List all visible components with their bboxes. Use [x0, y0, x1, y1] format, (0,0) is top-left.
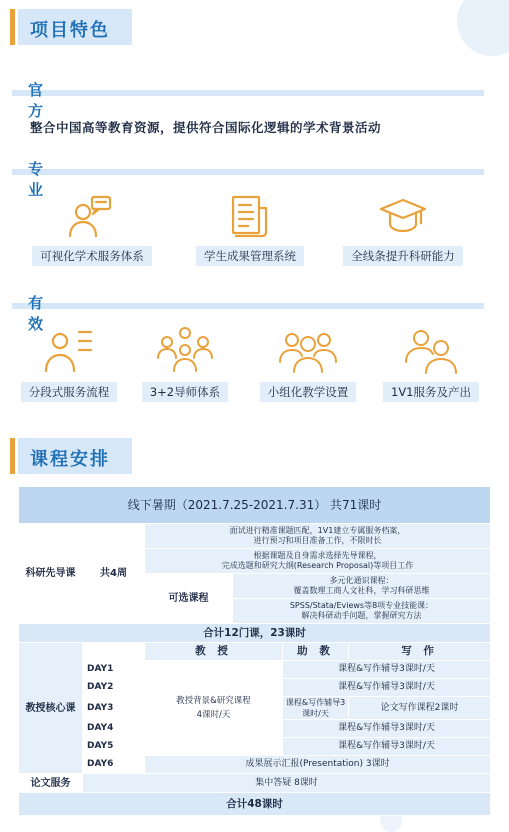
subtotal-research: 合计12门课，23课时 [19, 624, 491, 643]
day-label: DAY1 [83, 661, 145, 679]
assistant-content: 课程&写作辅导3课时/天 [283, 661, 491, 679]
graduation-cap-icon [377, 192, 429, 240]
feature-label: 1V1服务及产出 [383, 382, 479, 402]
day-label: DAY5 [83, 738, 145, 756]
features-title: 项目特色 [30, 20, 110, 41]
effective-title: 有效 [28, 294, 47, 333]
feature-label: 可视化学术服务体系 [32, 246, 152, 266]
decorative-circle [457, 0, 509, 56]
feature-label: 全线条提升科研能力 [343, 246, 463, 266]
document-icon [224, 192, 276, 240]
col-assistant: 助 教 [283, 643, 349, 661]
small-group-icon [278, 326, 338, 376]
one-on-one-icon [403, 326, 459, 376]
official-tagline: 整合中国高等教育资源，提供符合国际化逻辑的学术背景活动 [30, 120, 382, 135]
schedule-header: 线下暑期（2021.7.25-2021.7.31） 共71课时 [19, 487, 491, 524]
thesis-service-name: 论文服务 [19, 774, 83, 793]
optional-courses-label: 可选课程 [145, 574, 233, 624]
title-accent-bar [10, 438, 15, 474]
col-professor: 教 授 [145, 643, 283, 661]
chat-user-icon [66, 192, 118, 240]
day-label: DAY2 [83, 679, 145, 697]
feature-label: 分段式服务流程 [21, 382, 118, 402]
assistant-content: 课程&写作辅导3课时/天 [283, 720, 491, 738]
research-row-interview: 面试进行精准课题匹配，1V1建立专属服务档案， 进行预习和项目准备工作，不限时长 [145, 524, 491, 549]
col-writing: 写 作 [349, 643, 491, 661]
core-header-blank [83, 643, 145, 661]
feature-mentor-system [130, 326, 240, 402]
feature-label: 学生成果管理系统 [196, 246, 304, 266]
feature-research-ability [328, 192, 478, 266]
research-row-proposal: 根据课题及自身需求选择先导课程， 完成选题和研究大纲(Research Proposal)等项目工作 [145, 549, 491, 574]
professor-content: 教授背景&研究课程 4课时/天 [145, 661, 283, 756]
schedule-title: 课程安排 [30, 449, 110, 470]
presentation-content: 成果展示汇报(Presentation) 3课时 [145, 756, 491, 774]
research-row-skills: SPSS/Stata/Eviews等8项专业技能课： 解决科研动手问题，掌握研究方法 [233, 599, 491, 624]
feature-one-on-one [376, 326, 486, 402]
feature-label: 小组化教学设置 [260, 382, 357, 402]
official-title: 官方 [28, 81, 47, 120]
research-row-general: 多元化通识课程： 覆盖数理工商人文社科，学习科研思维 [233, 574, 491, 599]
section-title-features [10, 9, 132, 45]
schedule-table [18, 486, 491, 816]
core-course-name: 教授核心课 [19, 643, 83, 774]
research-weeks: 共4周 [83, 524, 145, 624]
assistant-content: 课程&写作辅导3课时/天 [283, 738, 491, 756]
subheading-line [12, 169, 484, 175]
day-label: DAY4 [83, 720, 145, 738]
feature-label: 3+2导师体系 [142, 382, 228, 402]
research-course-name: 科研先导课 [19, 524, 83, 624]
thesis-service-content: 集中答疑 8课时 [83, 774, 491, 793]
feature-staged-process [14, 326, 124, 402]
section-title-schedule [10, 438, 132, 474]
feature-small-group [252, 326, 364, 402]
subheading-line [12, 90, 484, 96]
group-icon [155, 326, 215, 376]
feature-visual-service [22, 192, 162, 266]
total-hours: 合计48课时 [19, 793, 491, 816]
feature-result-system [180, 192, 320, 266]
professional-title: 专业 [28, 160, 47, 199]
assistant-content: 课程&写作辅导3课时/天 [283, 679, 491, 697]
day-label: DAY6 [83, 756, 145, 774]
person-list-icon [43, 326, 95, 376]
subheading-line [12, 303, 484, 309]
writing-content: 论文写作课程2课时 [349, 697, 491, 720]
title-accent-bar [10, 9, 15, 45]
day-label: DAY3 [83, 697, 145, 720]
assistant-content: 课程&写作辅导3课时/天 [283, 697, 349, 720]
